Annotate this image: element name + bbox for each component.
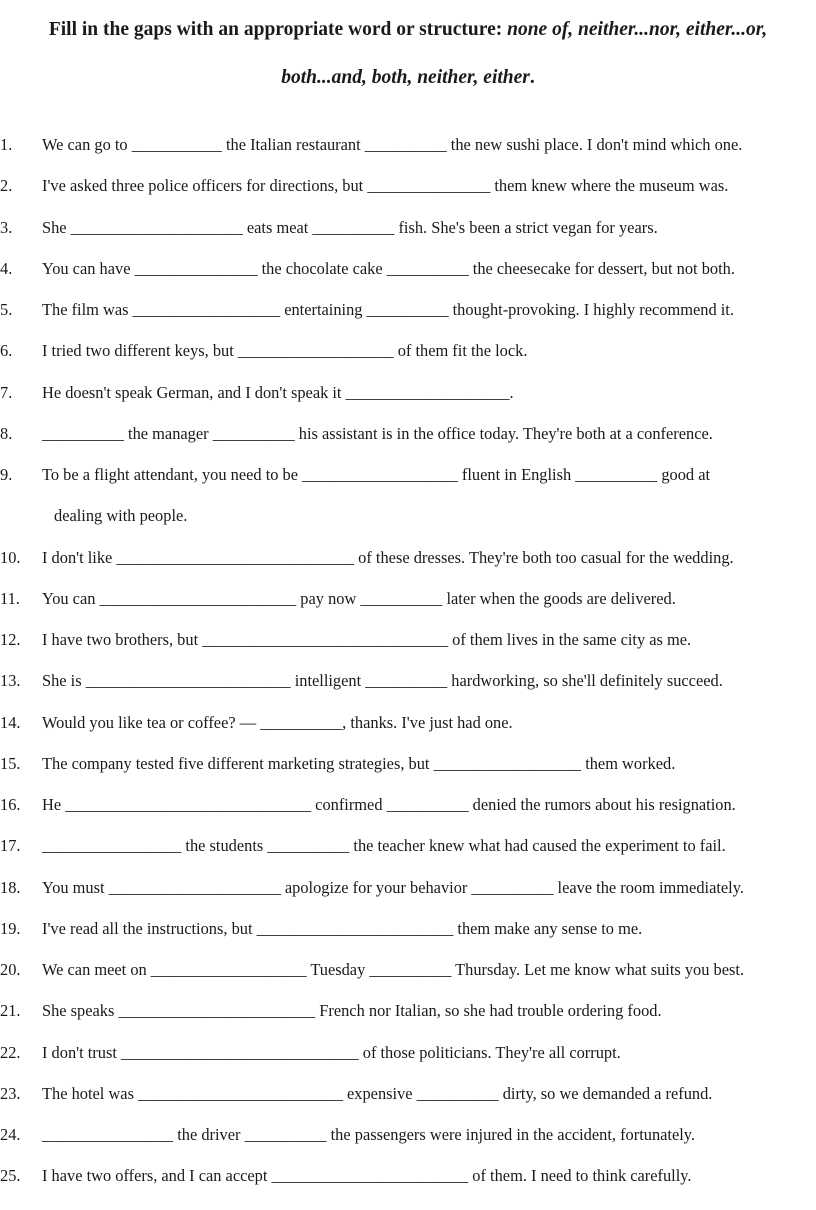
item-sentence: Would you like tea or coffee? — __________, thanks. I've just had one. (42, 712, 513, 732)
item-sentence: I've asked three police officers for directions, but _______________ them knew where the museum was. (42, 176, 729, 196)
item-sentence: He doesn't speak German, and I don't speak it ____________________. (42, 382, 514, 402)
item-sentence: _________________ the students __________ the teacher knew what had caused the experiment to fail. (42, 836, 726, 856)
item-number: 3. (0, 217, 13, 237)
exercise-item (0, 423, 816, 464)
item-number: 14. (0, 712, 21, 732)
item-sentence: We can meet on ___________________ Tuesday __________ Thursday. Let me know what suits you best. (42, 960, 745, 979)
exercise-item (0, 918, 816, 959)
item-sentence: I tried two different keys, but ___________________ of them fit the lock. (42, 341, 528, 361)
item-number: 12. (0, 630, 21, 649)
exercise-item (0, 1124, 816, 1165)
item-sentence: You must _____________________ apologize for your behavior __________ leave the room immediately. (42, 877, 744, 897)
item-number: 17. (0, 836, 21, 856)
exercise-item (0, 175, 816, 216)
exercise-item (0, 959, 816, 1000)
exercise-item (0, 1042, 816, 1083)
item-sentence: We can go to ___________ the Italian restaurant __________ the new sushi place. I don't mind which one. (42, 135, 743, 154)
exercise-item (0, 340, 816, 381)
item-sentence: The hotel was _________________________ expensive __________ dirty, so we demanded a refund. (42, 1083, 713, 1103)
exercise-item (0, 134, 816, 175)
item-number: 6. (0, 341, 13, 361)
item-number: 4. (0, 258, 13, 278)
item-number: 19. (0, 918, 21, 938)
exercise-item (0, 588, 816, 629)
item-number: 2. (0, 176, 13, 196)
exercise-item (0, 299, 816, 340)
exercise-item (0, 1165, 816, 1206)
exercise-item (0, 1000, 816, 1041)
exercise-item (0, 464, 816, 547)
item-sentence: You can have _______________ the chocolate cake __________ the cheesecake for dessert, but not both. (42, 258, 735, 278)
item-number: 15. (0, 753, 21, 773)
item-number: 21. (0, 1001, 21, 1021)
item-sentence: I don't trust _____________________________ of those politicians. They're all corrupt. (42, 1042, 621, 1062)
exercise-item (0, 258, 816, 299)
exercise-item (0, 712, 816, 753)
item-sentence: I have two offers, and I can accept ________________________ of them. I need to think carefully. (42, 1166, 692, 1186)
exercise-list (0, 134, 816, 1207)
item-sentence-continued: dealing with people. (54, 506, 188, 525)
item-number: 8. (0, 423, 13, 443)
exercise-item (0, 670, 816, 711)
item-number: 16. (0, 795, 21, 814)
item-sentence: To be a flight attendant, you need to be ___________________ fluent in English __________ good at (42, 465, 711, 484)
item-sentence: I've read all the instructions, but ________________________ them make any sense to me. (42, 918, 643, 938)
item-sentence: I don't like _____________________________ of these dresses. They're both too casual for the wedding. (42, 547, 734, 567)
item-sentence: __________ the manager __________ his assistant is in the office today. They're both at a conference. (42, 423, 713, 443)
item-sentence: She is _________________________ intelligent __________ hardworking, so she'll definitely succeed. (42, 671, 723, 691)
exercise-item (0, 382, 816, 423)
item-sentence: The film was __________________ entertaining __________ thought-provoking. I highly recommend it. (42, 300, 734, 319)
exercise-item (0, 217, 816, 258)
exercise-item (0, 1083, 816, 1124)
item-sentence: ________________ the driver __________ the passengers were injured in the accident, fortunately. (42, 1125, 696, 1144)
exercise-item (0, 835, 816, 876)
item-number: 24. (0, 1125, 21, 1144)
item-number: 23. (0, 1083, 21, 1103)
item-sentence: She speaks ________________________ French nor Italian, so she had trouble ordering food. (42, 1001, 662, 1021)
title-instruction: Fill in the gaps with an appropriate word or structure: (48, 19, 508, 40)
item-number: 10. (0, 547, 21, 567)
item-number: 25. (0, 1166, 21, 1186)
worksheet-title-continued (0, 66, 816, 90)
exercise-item (0, 794, 816, 835)
item-sentence: I have two brothers, but ______________________________ of them lives in the same city as me. (42, 630, 692, 649)
item-number: 1. (0, 135, 13, 154)
title-period: . (529, 67, 535, 88)
title-options-part1: none of, neither...nor, either...or, (507, 19, 768, 40)
item-sentence: The company tested five different marketing strategies, but __________________ them worked. (42, 753, 676, 773)
item-number: 20. (0, 960, 21, 979)
exercise-item (0, 753, 816, 794)
item-number: 22. (0, 1042, 21, 1062)
exercise-item (0, 629, 816, 670)
item-number: 11. (0, 588, 20, 608)
item-sentence: She _____________________ eats meat __________ fish. She's been a strict vegan for years. (42, 217, 658, 237)
item-number: 5. (0, 300, 13, 319)
item-number: 7. (0, 382, 13, 402)
item-sentence: He ______________________________ confirmed __________ denied the rumors about his resignation. (42, 795, 736, 814)
exercise-item (0, 877, 816, 918)
worksheet-title (0, 18, 816, 42)
exercise-item (0, 547, 816, 588)
item-sentence: You can ________________________ pay now __________ later when the goods are delivered. (42, 588, 676, 608)
item-number: 9. (0, 465, 13, 484)
item-number: 13. (0, 671, 21, 691)
item-number: 18. (0, 877, 21, 897)
title-options-part2: both...and, both, neither, either (281, 67, 530, 88)
